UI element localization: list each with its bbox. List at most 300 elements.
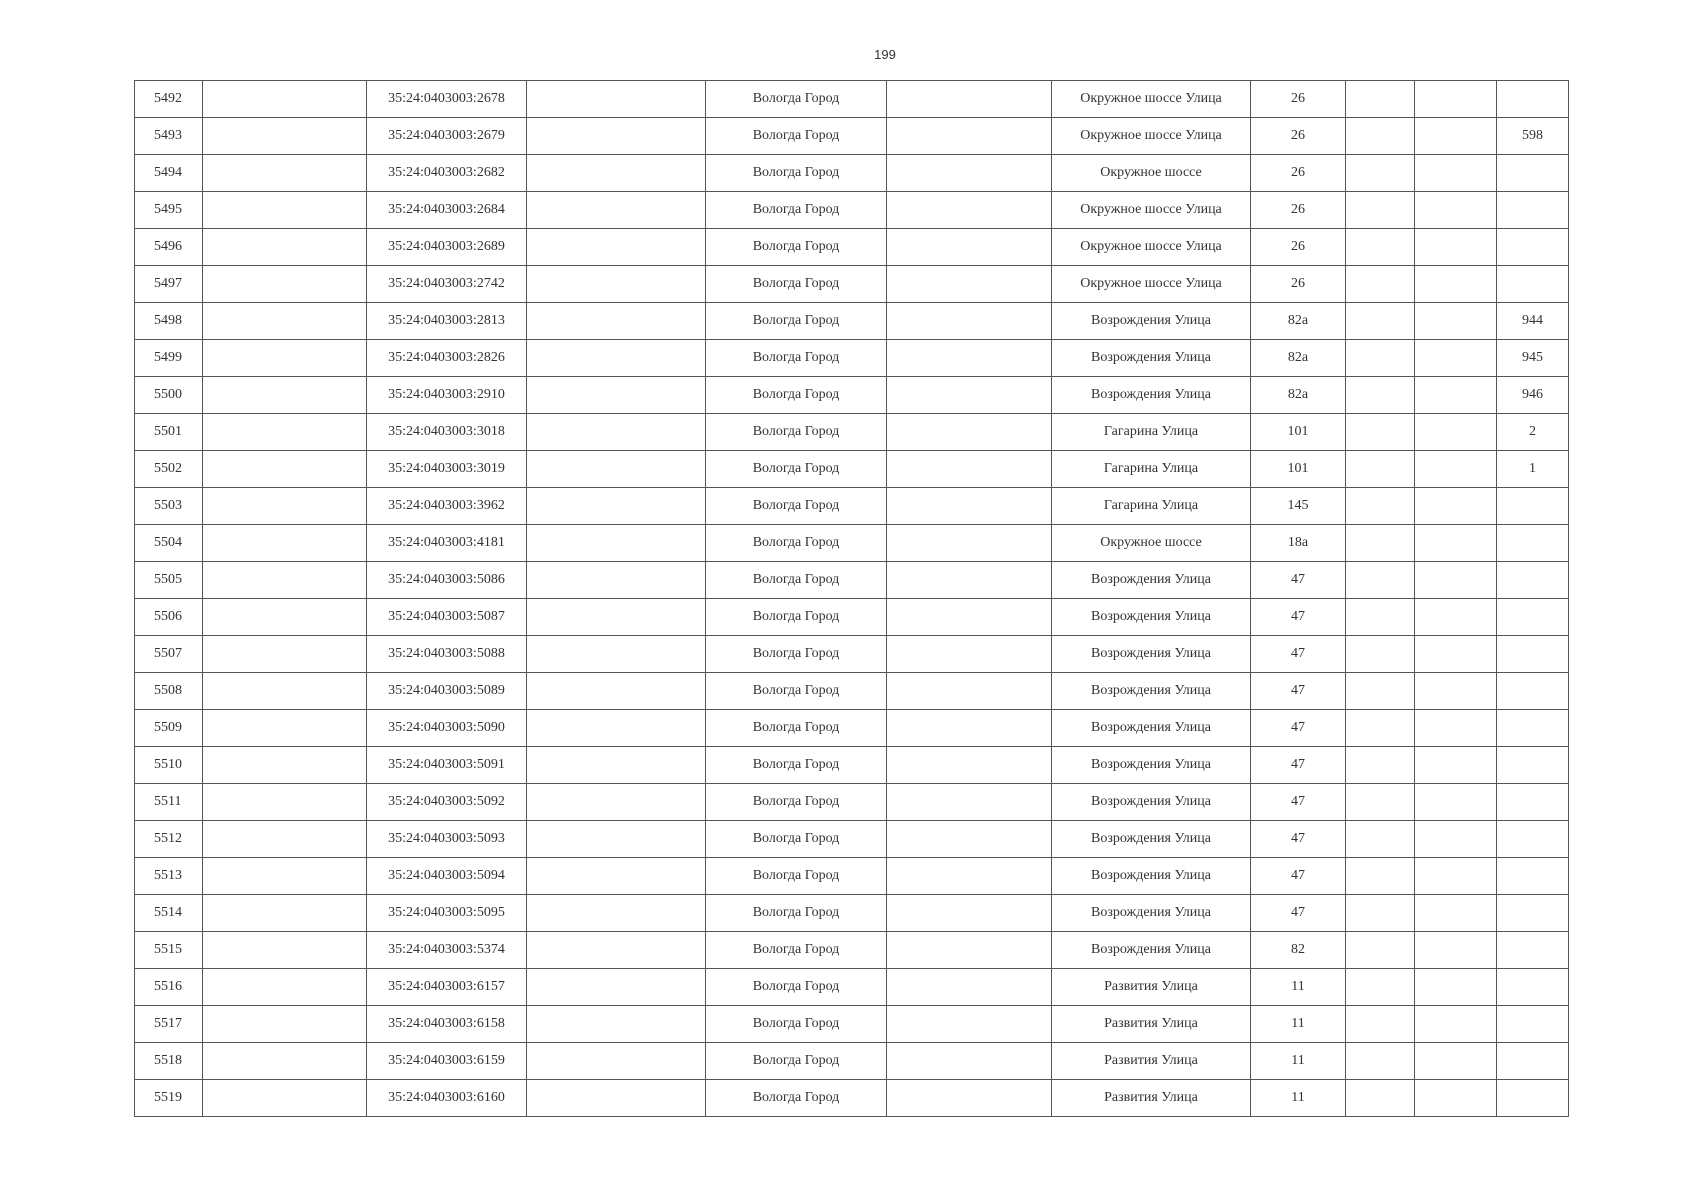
cell-street: Возрождения Улица	[1052, 340, 1251, 377]
cell-empty-2	[527, 488, 706, 525]
cell-empty-4	[1346, 895, 1415, 932]
cell-settlement: Вологда Город	[706, 1006, 887, 1043]
cell-empty-4	[1346, 636, 1415, 673]
cell-empty-3	[887, 192, 1052, 229]
cell-house: 47	[1251, 636, 1346, 673]
cell-cadastral-number: 35:24:0403003:2813	[367, 303, 527, 340]
cell-empty-1	[203, 636, 367, 673]
cell-empty-5	[1415, 710, 1497, 747]
cell-apartment	[1497, 488, 1569, 525]
cell-row-number: 5506	[135, 599, 203, 636]
table-row	[135, 303, 1569, 340]
cell-empty-2	[527, 932, 706, 969]
cell-empty-1	[203, 969, 367, 1006]
cell-cadastral-number: 35:24:0403003:2689	[367, 229, 527, 266]
cell-empty-2	[527, 562, 706, 599]
cell-street: Гагарина Улица	[1052, 451, 1251, 488]
cell-empty-3	[887, 155, 1052, 192]
cell-street: Развития Улица	[1052, 969, 1251, 1006]
cell-cadastral-number: 35:24:0403003:3018	[367, 414, 527, 451]
cell-street: Возрождения Улица	[1052, 562, 1251, 599]
cell-row-number: 5513	[135, 858, 203, 895]
cell-empty-3	[887, 266, 1052, 303]
cell-house: 26	[1251, 118, 1346, 155]
cell-apartment	[1497, 821, 1569, 858]
cell-row-number: 5502	[135, 451, 203, 488]
cell-empty-2	[527, 636, 706, 673]
cell-empty-2	[527, 155, 706, 192]
cell-apartment	[1497, 229, 1569, 266]
cell-cadastral-number: 35:24:0403003:5090	[367, 710, 527, 747]
cell-empty-4	[1346, 377, 1415, 414]
table-row	[135, 784, 1569, 821]
cell-row-number: 5505	[135, 562, 203, 599]
cell-empty-4	[1346, 1043, 1415, 1080]
cell-street: Возрождения Улица	[1052, 895, 1251, 932]
cell-settlement: Вологда Город	[706, 229, 887, 266]
cell-empty-4	[1346, 488, 1415, 525]
cell-empty-1	[203, 451, 367, 488]
cell-empty-1	[203, 1006, 367, 1043]
cell-house: 11	[1251, 969, 1346, 1006]
cell-apartment	[1497, 673, 1569, 710]
table-body	[135, 81, 1569, 1117]
cell-settlement: Вологда Город	[706, 525, 887, 562]
cell-empty-3	[887, 673, 1052, 710]
cell-empty-2	[527, 969, 706, 1006]
cell-empty-4	[1346, 155, 1415, 192]
cell-apartment	[1497, 81, 1569, 118]
cell-apartment	[1497, 858, 1569, 895]
cell-settlement: Вологда Город	[706, 636, 887, 673]
cell-empty-2	[527, 673, 706, 710]
cell-cadastral-number: 35:24:0403003:5094	[367, 858, 527, 895]
cell-empty-5	[1415, 969, 1497, 1006]
cell-empty-5	[1415, 858, 1497, 895]
cell-street: Окружное шоссе Улица	[1052, 118, 1251, 155]
cell-empty-3	[887, 488, 1052, 525]
cell-empty-1	[203, 81, 367, 118]
cell-cadastral-number: 35:24:0403003:2826	[367, 340, 527, 377]
cell-empty-4	[1346, 81, 1415, 118]
cell-settlement: Вологда Город	[706, 414, 887, 451]
cell-empty-4	[1346, 710, 1415, 747]
cell-street: Окружное шоссе Улица	[1052, 192, 1251, 229]
cell-row-number: 5494	[135, 155, 203, 192]
cell-street: Возрождения Улица	[1052, 673, 1251, 710]
table-row	[135, 525, 1569, 562]
table-row	[135, 414, 1569, 451]
cell-empty-3	[887, 81, 1052, 118]
cell-empty-1	[203, 562, 367, 599]
cell-house: 82a	[1251, 340, 1346, 377]
cell-house: 47	[1251, 895, 1346, 932]
cell-empty-1	[203, 155, 367, 192]
table-row	[135, 747, 1569, 784]
cell-house: 11	[1251, 1080, 1346, 1117]
cell-empty-4	[1346, 1080, 1415, 1117]
cell-settlement: Вологда Город	[706, 192, 887, 229]
cell-empty-1	[203, 932, 367, 969]
cell-street: Гагарина Улица	[1052, 414, 1251, 451]
cell-house: 47	[1251, 747, 1346, 784]
cell-street: Возрождения Улица	[1052, 710, 1251, 747]
cell-empty-4	[1346, 414, 1415, 451]
cell-apartment: 946	[1497, 377, 1569, 414]
cell-house: 47	[1251, 562, 1346, 599]
cell-cadastral-number: 35:24:0403003:2910	[367, 377, 527, 414]
cell-empty-3	[887, 1080, 1052, 1117]
cell-empty-4	[1346, 562, 1415, 599]
cell-street: Развития Улица	[1052, 1080, 1251, 1117]
cell-row-number: 5511	[135, 784, 203, 821]
cell-empty-3	[887, 414, 1052, 451]
cell-empty-1	[203, 118, 367, 155]
cell-empty-4	[1346, 229, 1415, 266]
table-row	[135, 895, 1569, 932]
cell-empty-2	[527, 303, 706, 340]
cell-street: Возрождения Улица	[1052, 932, 1251, 969]
cell-house: 26	[1251, 229, 1346, 266]
cell-row-number: 5515	[135, 932, 203, 969]
table-row	[135, 81, 1569, 118]
cell-settlement: Вологда Город	[706, 266, 887, 303]
cell-settlement: Вологда Город	[706, 895, 887, 932]
cell-empty-2	[527, 784, 706, 821]
cell-empty-3	[887, 1006, 1052, 1043]
table-row	[135, 340, 1569, 377]
cell-cadastral-number: 35:24:0403003:3019	[367, 451, 527, 488]
cell-empty-2	[527, 118, 706, 155]
cell-empty-1	[203, 414, 367, 451]
cell-house: 47	[1251, 821, 1346, 858]
cell-row-number: 5501	[135, 414, 203, 451]
cell-empty-5	[1415, 821, 1497, 858]
cell-row-number: 5508	[135, 673, 203, 710]
cell-settlement: Вологда Город	[706, 784, 887, 821]
cell-cadastral-number: 35:24:0403003:3962	[367, 488, 527, 525]
cell-cadastral-number: 35:24:0403003:5087	[367, 599, 527, 636]
cell-street: Окружное шоссе Улица	[1052, 229, 1251, 266]
cell-house: 101	[1251, 451, 1346, 488]
cell-empty-5	[1415, 303, 1497, 340]
cell-empty-4	[1346, 599, 1415, 636]
cell-row-number: 5514	[135, 895, 203, 932]
cell-empty-4	[1346, 932, 1415, 969]
cell-cadastral-number: 35:24:0403003:5092	[367, 784, 527, 821]
table-row	[135, 488, 1569, 525]
cell-empty-1	[203, 1043, 367, 1080]
cell-cadastral-number: 35:24:0403003:6159	[367, 1043, 527, 1080]
cell-settlement: Вологда Город	[706, 599, 887, 636]
cell-settlement: Вологда Город	[706, 303, 887, 340]
cell-empty-5	[1415, 673, 1497, 710]
cell-empty-2	[527, 525, 706, 562]
cell-empty-5	[1415, 1043, 1497, 1080]
cell-empty-2	[527, 1043, 706, 1080]
cell-cadastral-number: 35:24:0403003:2742	[367, 266, 527, 303]
cell-empty-1	[203, 673, 367, 710]
cell-empty-3	[887, 710, 1052, 747]
cell-empty-4	[1346, 784, 1415, 821]
cell-empty-2	[527, 858, 706, 895]
cell-empty-3	[887, 377, 1052, 414]
cell-empty-2	[527, 229, 706, 266]
cell-apartment: 944	[1497, 303, 1569, 340]
cell-apartment	[1497, 525, 1569, 562]
cell-empty-1	[203, 895, 367, 932]
table-row	[135, 673, 1569, 710]
cell-empty-1	[203, 747, 367, 784]
cell-cadastral-number: 35:24:0403003:5091	[367, 747, 527, 784]
cell-empty-5	[1415, 747, 1497, 784]
cell-empty-3	[887, 599, 1052, 636]
cell-empty-3	[887, 858, 1052, 895]
page-number: 199	[874, 47, 896, 62]
cell-settlement: Вологда Город	[706, 118, 887, 155]
cell-house: 145	[1251, 488, 1346, 525]
cell-apartment	[1497, 1006, 1569, 1043]
cell-apartment	[1497, 895, 1569, 932]
cell-empty-5	[1415, 81, 1497, 118]
cell-apartment	[1497, 969, 1569, 1006]
cell-row-number: 5500	[135, 377, 203, 414]
cell-empty-4	[1346, 673, 1415, 710]
cell-street: Возрождения Улица	[1052, 821, 1251, 858]
cell-apartment: 598	[1497, 118, 1569, 155]
cell-apartment: 1	[1497, 451, 1569, 488]
cell-street: Возрождения Улица	[1052, 858, 1251, 895]
cell-empty-4	[1346, 451, 1415, 488]
cell-house: 11	[1251, 1043, 1346, 1080]
cell-street: Возрождения Улица	[1052, 636, 1251, 673]
cell-empty-5	[1415, 266, 1497, 303]
cell-apartment	[1497, 932, 1569, 969]
cell-cadastral-number: 35:24:0403003:6160	[367, 1080, 527, 1117]
cell-row-number: 5517	[135, 1006, 203, 1043]
cell-cadastral-number: 35:24:0403003:5088	[367, 636, 527, 673]
cell-apartment	[1497, 747, 1569, 784]
cell-street: Окружное шоссе Улица	[1052, 81, 1251, 118]
cell-empty-3	[887, 229, 1052, 266]
cell-empty-2	[527, 414, 706, 451]
cell-empty-2	[527, 895, 706, 932]
table-row	[135, 451, 1569, 488]
cell-house: 11	[1251, 1006, 1346, 1043]
cell-empty-3	[887, 747, 1052, 784]
cell-empty-5	[1415, 599, 1497, 636]
cell-row-number: 5499	[135, 340, 203, 377]
cell-empty-3	[887, 303, 1052, 340]
cell-cadastral-number: 35:24:0403003:2679	[367, 118, 527, 155]
cell-apartment	[1497, 1043, 1569, 1080]
cell-apartment	[1497, 155, 1569, 192]
cell-empty-2	[527, 192, 706, 229]
cell-cadastral-number: 35:24:0403003:6157	[367, 969, 527, 1006]
cell-empty-5	[1415, 562, 1497, 599]
cell-empty-3	[887, 895, 1052, 932]
cell-house: 26	[1251, 266, 1346, 303]
cell-row-number: 5495	[135, 192, 203, 229]
cell-settlement: Вологда Город	[706, 1080, 887, 1117]
cell-settlement: Вологда Город	[706, 673, 887, 710]
cell-empty-5	[1415, 1006, 1497, 1043]
cell-row-number: 5507	[135, 636, 203, 673]
cell-settlement: Вологда Город	[706, 969, 887, 1006]
cell-settlement: Вологда Город	[706, 81, 887, 118]
cell-settlement: Вологда Город	[706, 932, 887, 969]
cell-house: 47	[1251, 858, 1346, 895]
cell-cadastral-number: 35:24:0403003:5089	[367, 673, 527, 710]
cell-empty-3	[887, 118, 1052, 155]
cell-empty-5	[1415, 229, 1497, 266]
cell-empty-5	[1415, 451, 1497, 488]
table-row	[135, 562, 1569, 599]
cell-empty-3	[887, 784, 1052, 821]
cell-empty-5	[1415, 340, 1497, 377]
cell-row-number: 5516	[135, 969, 203, 1006]
cell-empty-1	[203, 821, 367, 858]
cell-cadastral-number: 35:24:0403003:2684	[367, 192, 527, 229]
cell-row-number: 5510	[135, 747, 203, 784]
cell-street: Окружное шоссе	[1052, 155, 1251, 192]
cell-empty-5	[1415, 932, 1497, 969]
cell-row-number: 5497	[135, 266, 203, 303]
cell-row-number: 5518	[135, 1043, 203, 1080]
table-row	[135, 229, 1569, 266]
cell-empty-4	[1346, 118, 1415, 155]
cell-empty-4	[1346, 266, 1415, 303]
cell-empty-4	[1346, 525, 1415, 562]
cell-empty-4	[1346, 858, 1415, 895]
cell-empty-4	[1346, 747, 1415, 784]
cell-settlement: Вологда Город	[706, 710, 887, 747]
cell-apartment	[1497, 1080, 1569, 1117]
cell-empty-4	[1346, 1006, 1415, 1043]
cell-row-number: 5503	[135, 488, 203, 525]
cell-cadastral-number: 35:24:0403003:2682	[367, 155, 527, 192]
cell-settlement: Вологда Город	[706, 488, 887, 525]
table-row	[135, 858, 1569, 895]
cell-apartment	[1497, 784, 1569, 821]
cell-empty-5	[1415, 525, 1497, 562]
cell-apartment: 2	[1497, 414, 1569, 451]
cell-empty-1	[203, 266, 367, 303]
cell-street: Окружное шоссе	[1052, 525, 1251, 562]
cell-empty-2	[527, 1006, 706, 1043]
cell-house: 47	[1251, 673, 1346, 710]
cell-street: Развития Улица	[1052, 1006, 1251, 1043]
cell-empty-2	[527, 599, 706, 636]
cell-empty-5	[1415, 118, 1497, 155]
cell-house: 82a	[1251, 303, 1346, 340]
cell-settlement: Вологда Город	[706, 340, 887, 377]
cell-empty-2	[527, 81, 706, 118]
cell-house: 47	[1251, 784, 1346, 821]
cell-empty-2	[527, 1080, 706, 1117]
cell-apartment	[1497, 636, 1569, 673]
cell-cadastral-number: 35:24:0403003:4181	[367, 525, 527, 562]
cell-row-number: 5509	[135, 710, 203, 747]
cell-house: 82a	[1251, 377, 1346, 414]
cell-empty-3	[887, 932, 1052, 969]
cell-settlement: Вологда Город	[706, 1043, 887, 1080]
table-row	[135, 377, 1569, 414]
cell-settlement: Вологда Город	[706, 377, 887, 414]
table-row	[135, 155, 1569, 192]
cell-empty-2	[527, 340, 706, 377]
cell-settlement: Вологда Город	[706, 858, 887, 895]
cell-apartment	[1497, 266, 1569, 303]
cell-street: Гагарина Улица	[1052, 488, 1251, 525]
cell-empty-1	[203, 784, 367, 821]
cell-empty-2	[527, 747, 706, 784]
cell-cadastral-number: 35:24:0403003:2678	[367, 81, 527, 118]
cell-empty-1	[203, 858, 367, 895]
cell-cadastral-number: 35:24:0403003:5086	[367, 562, 527, 599]
cell-empty-1	[203, 488, 367, 525]
cell-street: Возрождения Улица	[1052, 303, 1251, 340]
cell-empty-1	[203, 599, 367, 636]
cell-empty-3	[887, 821, 1052, 858]
cell-street: Возрождения Улица	[1052, 784, 1251, 821]
cell-empty-4	[1346, 821, 1415, 858]
cell-empty-3	[887, 636, 1052, 673]
cell-house: 26	[1251, 155, 1346, 192]
cell-empty-4	[1346, 192, 1415, 229]
cell-row-number: 5492	[135, 81, 203, 118]
cell-apartment	[1497, 192, 1569, 229]
table-row	[135, 969, 1569, 1006]
cell-empty-5	[1415, 488, 1497, 525]
cell-house: 18a	[1251, 525, 1346, 562]
cell-row-number: 5498	[135, 303, 203, 340]
table-row	[135, 1043, 1569, 1080]
cell-empty-5	[1415, 377, 1497, 414]
cell-cadastral-number: 35:24:0403003:6158	[367, 1006, 527, 1043]
cell-house: 26	[1251, 192, 1346, 229]
cell-row-number: 5512	[135, 821, 203, 858]
cell-settlement: Вологда Город	[706, 451, 887, 488]
cell-empty-5	[1415, 414, 1497, 451]
cell-empty-3	[887, 340, 1052, 377]
cell-row-number: 5493	[135, 118, 203, 155]
cell-empty-1	[203, 340, 367, 377]
cell-house: 47	[1251, 599, 1346, 636]
cell-house: 47	[1251, 710, 1346, 747]
table-row	[135, 266, 1569, 303]
cell-empty-3	[887, 525, 1052, 562]
cell-street: Возрождения Улица	[1052, 747, 1251, 784]
table-row	[135, 821, 1569, 858]
cell-cadastral-number: 35:24:0403003:5093	[367, 821, 527, 858]
cell-row-number: 5504	[135, 525, 203, 562]
cell-empty-2	[527, 266, 706, 303]
cell-empty-4	[1346, 340, 1415, 377]
table-row	[135, 1080, 1569, 1117]
cell-empty-1	[203, 710, 367, 747]
cell-cadastral-number: 35:24:0403003:5095	[367, 895, 527, 932]
cell-empty-1	[203, 525, 367, 562]
cell-settlement: Вологда Город	[706, 155, 887, 192]
cell-house: 101	[1251, 414, 1346, 451]
cell-empty-5	[1415, 1080, 1497, 1117]
cell-empty-1	[203, 1080, 367, 1117]
cell-street: Окружное шоссе Улица	[1052, 266, 1251, 303]
cell-empty-2	[527, 377, 706, 414]
cell-empty-2	[527, 710, 706, 747]
cell-apartment	[1497, 710, 1569, 747]
